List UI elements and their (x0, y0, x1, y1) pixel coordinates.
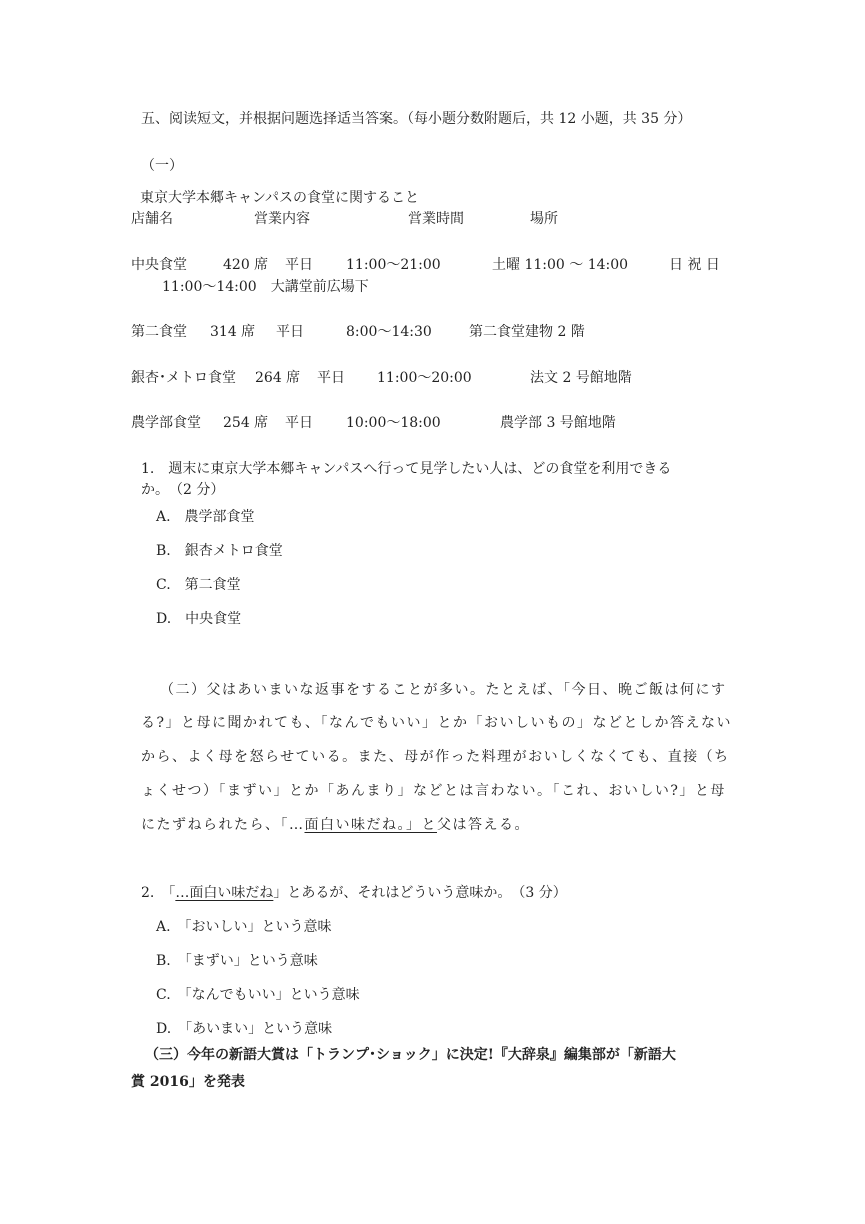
option-c[interactable]: C. 第二食堂 (156, 577, 241, 593)
option-a[interactable]: A. 農学部食堂 (156, 509, 255, 525)
row-name: 第二食堂 (131, 324, 187, 340)
passage-line: ょくせつ）「まずい」とか「あんまり」などとは言わない。「これ、おいしい?」と母 (141, 783, 726, 799)
row-weekday: 平日 (276, 324, 304, 340)
row-weekday-hours: 8:00～14:30 (346, 324, 432, 340)
option-d[interactable]: D. 中央食堂 (156, 611, 242, 627)
option-b[interactable]: B. 「まずい」という意味 (156, 953, 318, 969)
header-business: 営業内容 (254, 211, 310, 227)
row-place: 第二食堂建物 2 階 (469, 324, 585, 340)
option-b[interactable]: B. 銀杏メトロ食堂 (156, 543, 283, 559)
heading-line: 賞 2016」を発表 (131, 1074, 245, 1090)
passage-text: 父は答える。 (437, 817, 530, 833)
underlined-phrase: …面白い味だね (175, 885, 274, 901)
row-seats: 264 席 (255, 370, 301, 386)
passage-text: にたずねられたら、「… (141, 817, 305, 833)
header-hours: 営業時間 (408, 211, 464, 227)
option-c[interactable]: C. 「なんでもいい」という意味 (156, 987, 360, 1003)
question-suffix: 」とあるが、それはどういう意味か。 （3 分） (273, 885, 567, 901)
row-seats: 254 席 (223, 415, 269, 431)
row-weekday: 平日 (317, 370, 345, 386)
row-saturday: 土曜 11:00 ～ 14:00 (492, 257, 629, 273)
header-store-name: 店舗名 (131, 211, 173, 227)
row-weekday-hours: 10:00～18:00 (346, 415, 441, 431)
underlined-phrase: 面白い味だね。」と (304, 817, 437, 833)
heading-line: （三）今年の新語大賞は「トランプ･ショック」に決定!『大辞泉』編集部が「新語大 (145, 1047, 676, 1063)
row-name: 銀杏･メトロ食堂 (131, 370, 236, 386)
row-name: 中央食堂 (131, 257, 187, 273)
section-heading: 五、阅读短文，并根据问题选择适当答案。（每小题分数附题后，共 12 小题，共 35 分） (141, 111, 692, 127)
question-text: か。 （2 分） (141, 482, 225, 498)
row-holiday: 日 祝 日 (669, 257, 720, 273)
row-weekday: 平日 (285, 415, 313, 431)
row-weekday-hours: 11:00～21:00 (346, 257, 441, 273)
passage-line (141, 816, 530, 834)
row-name: 農学部食堂 (131, 415, 201, 431)
part1-label: （一） (141, 158, 183, 174)
row-weekday: 平日 (285, 257, 313, 273)
row-holiday-hours-place: 11:00～14:00 大講堂前広場下 (162, 279, 369, 295)
row-weekday-hours: 11:00～20:00 (377, 370, 472, 386)
question-text: 1. 週末に東京大学本郷キャンパスへ行って見学したい人は、どの食堂を利用できる (141, 461, 672, 477)
passage-line: る?」と母に聞かれても、「なんでもいい」とか「おいしいもの」などとしか答えない (141, 715, 733, 731)
row-place: 法文 2 号館地階 (530, 370, 632, 386)
passage-line: （二）父はあいまいな返事をすることが多い。たとえば、「今日、晩ご飯は何にす (160, 682, 727, 698)
table-title: 東京大学本郷キャンパスの食堂に関すること (140, 190, 420, 206)
question-text (141, 884, 567, 902)
question-prefix: 2. 「 (141, 885, 176, 901)
row-seats: 314 席 (210, 324, 256, 340)
header-place: 場所 (530, 211, 558, 227)
option-d[interactable]: D. 「あいまい」という意味 (156, 1021, 333, 1037)
passage-line: から、よく母を怒らせている。また、母が作った料理がおいしくなくても、直接（ち (141, 749, 730, 765)
row-place: 農学部 3 号館地階 (500, 415, 616, 431)
option-a[interactable]: A. 「おいしい」という意味 (156, 919, 332, 935)
row-seats: 420 席 (223, 257, 269, 273)
